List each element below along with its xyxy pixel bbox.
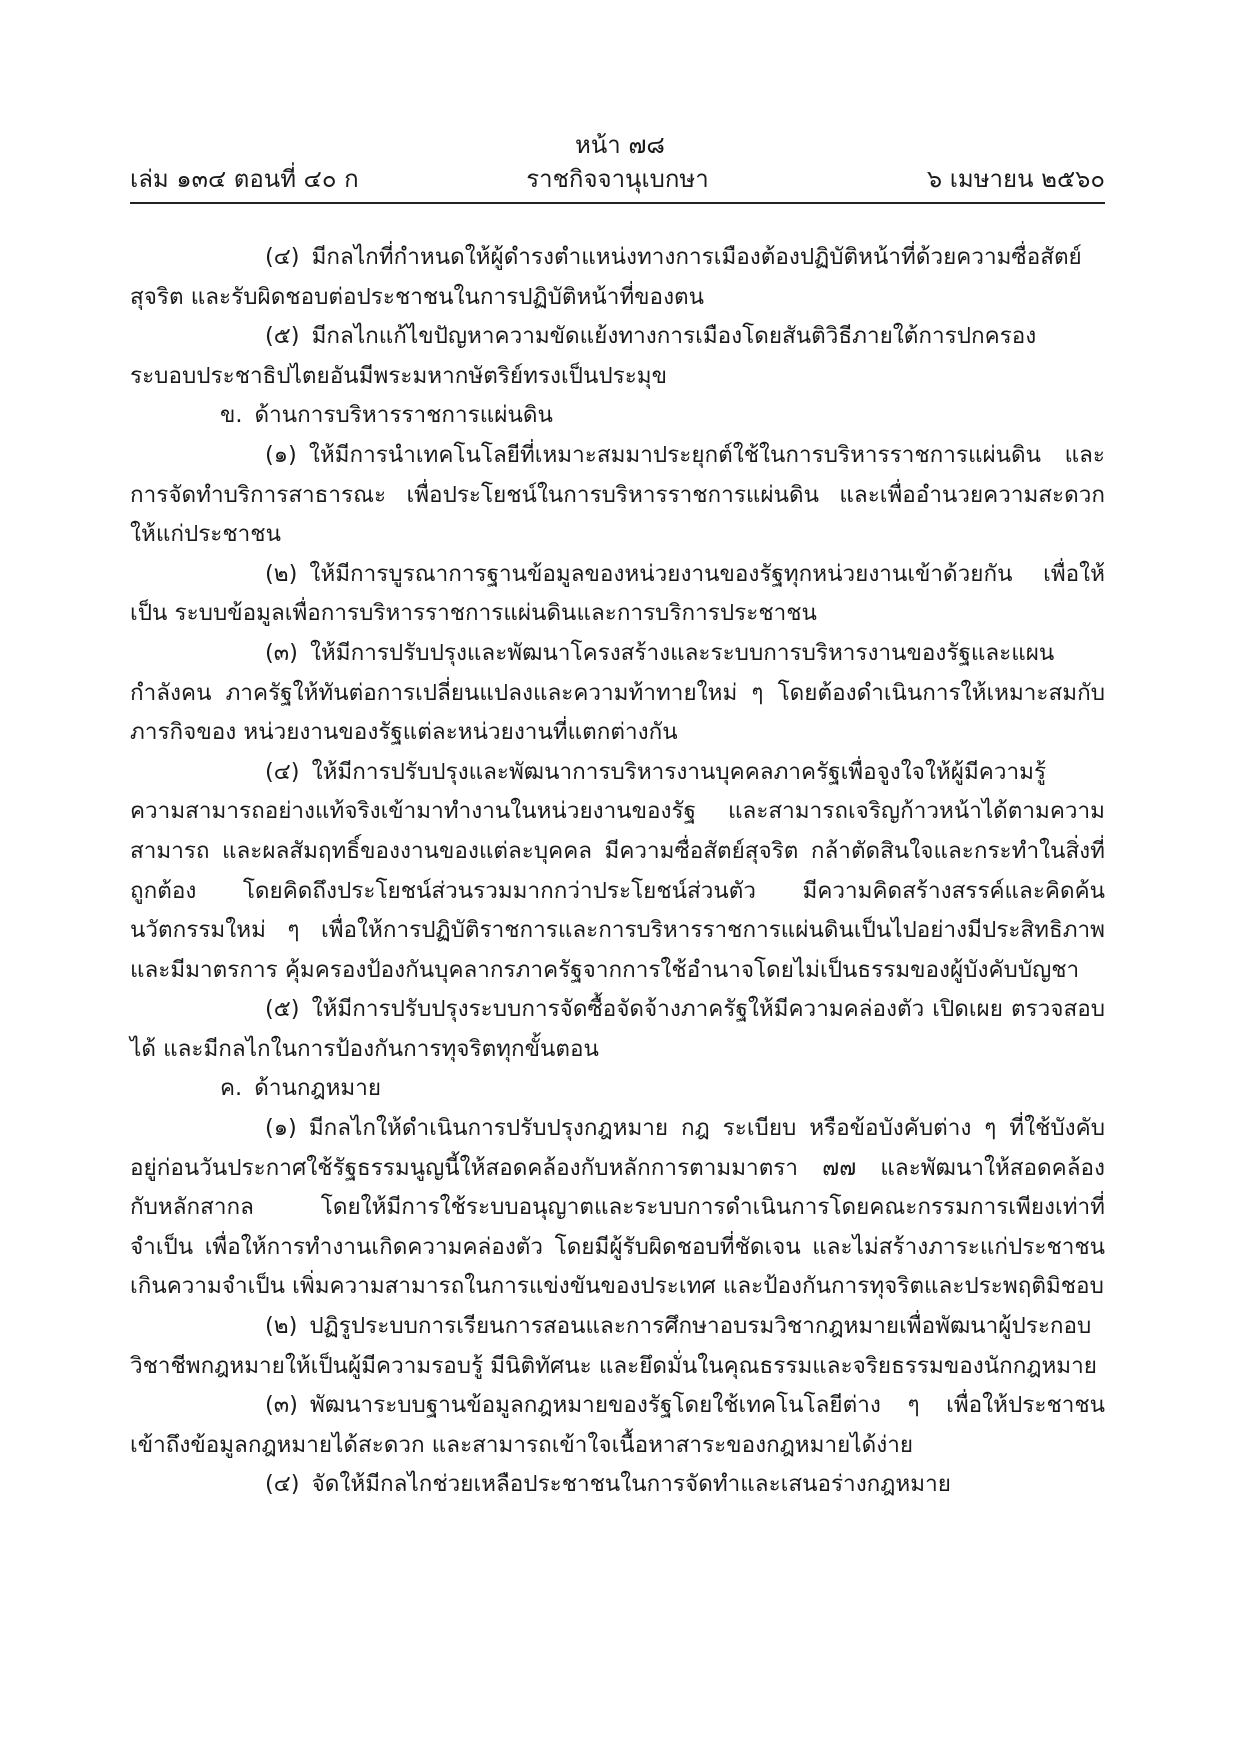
paragraph <box>130 1307 1105 1386</box>
item-number: (๕) <box>265 323 300 350</box>
paragraph-text: ให้มีการนำเทคโนโลยีที่เหมาะสมมาประยุกต์ใช้ในการบริหารราชการแผ่นดิน และการจัดทำบริการสาธารณะ เพื่อประโยชน์ในการบริหารราชการแผ่นดิน และเพื่ออำนวยความสะดวก ให้แก่ประชาชน <box>130 441 1105 548</box>
paragraph <box>130 1386 1105 1465</box>
paragraph-text: ให้มีการปรับปรุงระบบการจัดซื้อจัดจ้างภาครัฐให้มีความคล่องตัว เปิดเผย ตรวจสอบได้ และมีกลไกในการป้องกันการทุจริตทุกขั้นตอน <box>130 996 1105 1062</box>
paragraph-text: มีกลไกที่กำหนดให้ผู้ดำรงตำแหน่งทางการเมืองต้องปฏิบัติหน้าที่ด้วยความซื่อสัตย์สุจริต และรับผิดชอบต่อประชาชนในการปฏิบัติหน้าที่ของตน <box>130 244 1082 310</box>
item-number: (๔) <box>265 1471 300 1498</box>
item-number: (๓) <box>265 1392 298 1419</box>
section-title: ด้านการบริหารราชการแผ่นดิน <box>254 402 553 429</box>
paragraph <box>130 436 1105 555</box>
item-number: (๔) <box>265 244 300 270</box>
section-title: ด้านกฎหมาย <box>254 1075 382 1102</box>
paragraph <box>130 1109 1105 1307</box>
item-number: (๑) <box>265 441 297 468</box>
paragraph-text: จัดให้มีกลไกช่วยเหลือประชาชนในการจัดทำและเสนอร่างกฎหมาย <box>311 1471 951 1498</box>
paragraph <box>130 555 1105 634</box>
paragraph-text: มีกลไกให้ดำเนินการปรับปรุงกฎหมาย กฎ ระเบียบ หรือข้อบังคับต่าง ๆ ที่ใช้บังคับ อยู่ก่อนวันประกาศใช้รัฐธรรมนูญนี้ให้สอดคล้องกับหลักการตามมาตรา ๗๗ และพัฒนาให้สอดคล้อง กับหลักสากล โดยให้มีการใช้ระบบอนุญาตและระบบการดำเนินการโดยคณะกรรมการเพียงเท่าที่จำเป็น เพื่อให้การทำงานเกิดความคล่องตัว โดยมีผู้รับผิดชอบที่ชัดเจน และไม่สร้างภาระแก่ประชาชน เกินความจำเป็น เพิ่มความสามารถในการแข่งขันของประเทศ และป้องกันการทุจริตและประพฤติมิชอบ <box>130 1115 1105 1300</box>
paragraph <box>130 238 1105 317</box>
paragraph-text: ปฏิรูประบบการเรียนการสอนและการศึกษาอบรมวิชากฎหมายเพื่อพัฒนาผู้ประกอบ วิชาชีพกฎหมายให้เป็นผู้มีความรอบรู้ มีนิติทัศนะ และยึดมั่นในคุณธรรมและจริยธรรมของนักกฎหมาย <box>130 1313 1097 1379</box>
paragraph-text: มีกลไกแก้ไขปัญหาความขัดแย้งทางการเมืองโดยสันติวิธีภายใต้การปกครอง ระบอบประชาธิปไตยอันมีพระมหากษัตริย์ทรงเป็นประมุข <box>130 323 1037 389</box>
section-heading <box>130 396 1105 436</box>
publication-title: ราชกิจจานุเบกษา <box>526 165 709 193</box>
item-number: (๒) <box>265 1313 298 1340</box>
section-heading <box>130 1069 1105 1109</box>
header-divider <box>130 202 1105 204</box>
gazette-header <box>130 162 1105 202</box>
paragraph-text: ให้มีการบูรณาการฐานข้อมูลของหน่วยงานของรัฐทุกหน่วยงานเข้าด้วยกัน เพื่อให้เป็น ระบบข้อมูลเพื่อการบริหารราชการแผ่นดินและการบริการประชาชน <box>130 560 1105 627</box>
item-number: (๒) <box>265 560 298 587</box>
paragraph <box>130 634 1105 753</box>
section-letter: ข. <box>220 402 243 429</box>
publication-date: ๖ เมษายน ๒๕๖๐ <box>926 165 1105 193</box>
paragraph-text: ให้มีการปรับปรุงและพัฒนาการบริหารงานบุคคลภาครัฐเพื่อจูงใจให้ผู้มีความรู้ ความสามารถอย่างแท้จริงเข้ามาทำงานในหน่วยงานของรัฐ และสามารถเจริญก้าวหน้าได้ตามความสามารถ และผลสัมฤทธิ์ของงานของแต่ละบุคคล มีความซื่อสัตย์สุจริต กล้าตัดสินใจและกระทำในสิ่งที่ถูกต้อง โดยคิดถึงประโยชน์ส่วนรวมมากกว่าประโยชน์ส่วนตัว มีความคิดสร้างสรรค์และคิดค้นนวัตกรรมใหม่ ๆ เพื่อให้การปฏิบัติราชการและการบริหารราชการแผ่นดินเป็นไปอย่างมีประสิทธิภาพ และมีมาตรการ คุ้มครองป้องกันบุคลากรภาครัฐจากการใช้อำนาจโดยไม่เป็นธรรมของผู้บังคับบัญชา <box>130 758 1105 983</box>
page-number: หน้า ๗๘ <box>575 131 665 159</box>
paragraph-text: ให้มีการปรับปรุงและพัฒนาโครงสร้างและระบบการบริหารงานของรัฐและแผนกำลังคน ภาครัฐให้ทันต่อการเปลี่ยนแปลงและความท้าทายใหม่ ๆ โดยต้องดำเนินการให้เหมาะสมกับภารกิจของ หน่วยงานของรัฐแต่ละหน่วยงานที่แตกต่างกัน <box>130 639 1105 746</box>
paragraph <box>130 1465 1105 1505</box>
item-number: (๓) <box>265 639 298 666</box>
item-number: (๑) <box>265 1115 297 1142</box>
document-body <box>130 238 1105 1505</box>
item-number: (๔) <box>265 758 300 785</box>
paragraph <box>130 753 1105 991</box>
paragraph <box>130 990 1105 1069</box>
item-number: (๕) <box>265 996 300 1023</box>
volume-issue: เล่ม ๑๓๔ ตอนที่ ๔๐ ก <box>130 165 359 193</box>
section-letter: ค. <box>220 1075 243 1102</box>
paragraph-text: พัฒนาระบบฐานข้อมูลกฎหมายของรัฐโดยใช้เทคโนโลยีต่าง ๆ เพื่อให้ประชาชน เข้าถึงข้อมูลกฎหมายได้สะดวก และสามารถเข้าใจเนื้อหาสาระของกฎหมายได้ง่าย <box>130 1392 1105 1458</box>
paragraph <box>130 317 1105 396</box>
